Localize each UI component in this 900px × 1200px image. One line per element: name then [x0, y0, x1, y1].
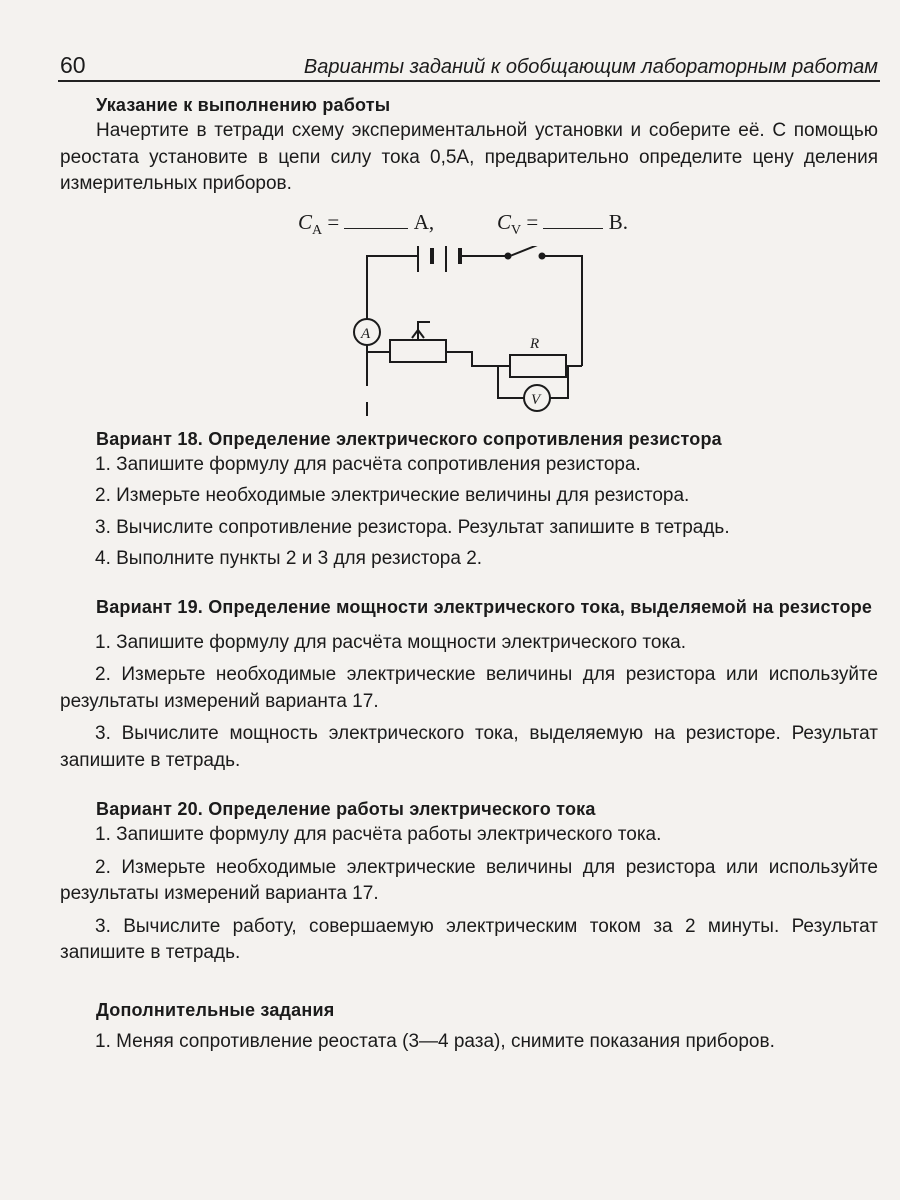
running-title: Варианты заданий к обобщающим лабораторным работам	[303, 56, 878, 78]
list-item: 1. Запишите формулу для расчёта сопротивления резистора.	[95, 453, 641, 475]
list-item: 3. Вычислите работу, совершаемую электрическим током за 2 минуты. Результат запишите в тетрадь.	[60, 915, 878, 963]
ammeter-label: A	[361, 325, 371, 342]
ammeter-scale-division	[298, 210, 434, 239]
list-item: 3. Вычислите сопротивление резистора. Результат запишите в тетрадь.	[95, 516, 730, 538]
instrument-scale-formula	[60, 198, 878, 246]
additional-heading: Дополнительные задания	[96, 999, 335, 1020]
page-content	[60, 92, 878, 1060]
variant20-heading: Вариант 20. Определение работы электрического тока	[96, 799, 596, 819]
list-item: 4. Выполните пункты 2 и 3 для резистора 2.	[95, 548, 483, 569]
list-item: 2. Измерьте необходимые электрические величины для резистора.	[95, 485, 690, 506]
resistor-label: R	[530, 335, 540, 352]
ca-equals: =	[322, 209, 345, 234]
page-number: 60	[60, 52, 86, 78]
header-rule	[58, 80, 880, 82]
instructions-heading: Указание к выполнению работы	[96, 95, 391, 115]
wire-top-left	[367, 256, 418, 316]
rheostat-icon	[390, 340, 446, 362]
battery-icon	[418, 246, 460, 272]
ca-subscript: A	[312, 222, 323, 238]
ca-unit: А,	[413, 209, 435, 234]
cv-blank-field	[543, 210, 603, 229]
list-item: 3. Вычислите мощность электрического тока, выделяемую на резисторе. Результат запишите в тетрадь.	[60, 723, 878, 771]
wire-right	[544, 256, 582, 366]
resistor-icon	[510, 355, 566, 377]
switch-icon	[506, 246, 545, 259]
list-item: 1. Запишите формулу для расчёта мощности электрического тока.	[95, 631, 687, 653]
ca-blank-field	[344, 210, 408, 229]
circuit-schematic	[60, 246, 878, 416]
cv-symbol: C	[497, 209, 512, 234]
list-item: 2. Измерьте необходимые электрические величины для резистора или используйте результаты измерений варианта 17.	[60, 664, 878, 712]
voltmeter-label: V	[531, 391, 541, 408]
instructions-text: Начертите в тетради схему экспериментальной установки и соберите её. С помощью реостата установите в цепи силу тока 0,5А, предварительно определите цену деления измерительных приборов.	[60, 120, 878, 194]
list-item: 2. Измерьте необходимые электрические величины для резистора или используйте результаты измерений варианта 17.	[60, 856, 878, 904]
circuit-diagram	[60, 246, 878, 416]
list-item: 1. Запишите формулу для расчёта работы электрического тока.	[95, 824, 662, 845]
cv-subscript: V	[511, 222, 522, 238]
ca-symbol: C	[298, 209, 313, 234]
list-item: 1. Меняя сопротивление реостата (3—4 раза), снимите показания приборов.	[95, 1030, 775, 1052]
cv-equals: =	[521, 209, 544, 234]
variant18-heading: Вариант 18. Определение электрического сопротивления резистора	[96, 428, 722, 449]
cv-unit: В.	[608, 209, 628, 234]
variant19-heading: Вариант 19. Определение мощности электрического тока, выделяемой на резисторе	[96, 596, 873, 617]
voltmeter-scale-division	[497, 210, 628, 239]
wire-rheostat-to-resistor	[446, 352, 500, 366]
